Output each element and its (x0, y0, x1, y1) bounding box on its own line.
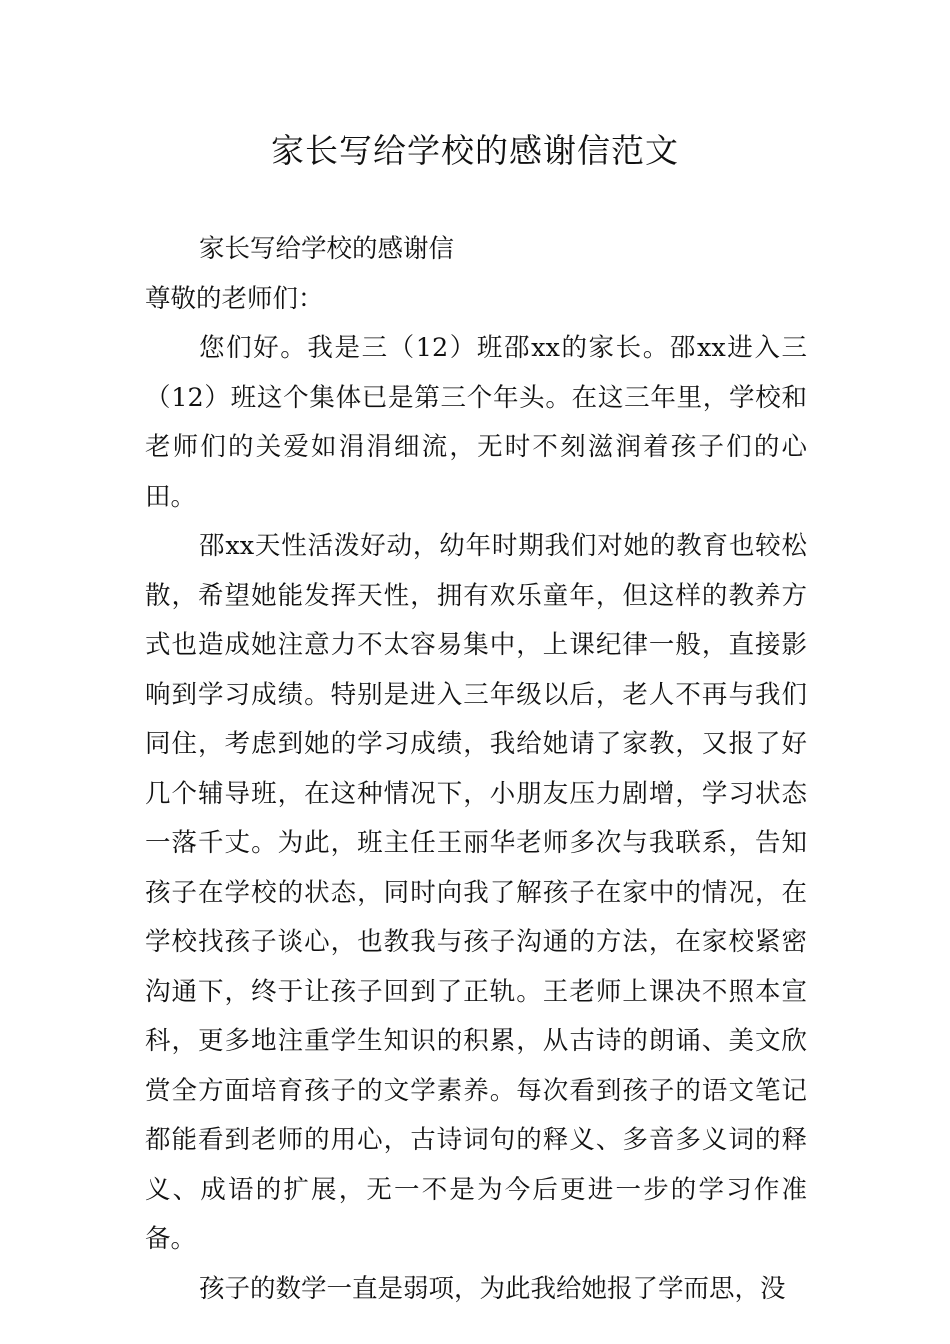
letter-body (145, 225, 807, 1314)
paragraph-3: 孩子的数学一直是弱项，为此我给她报了学而思，没 (199, 1273, 786, 1304)
paragraph-1: 您们好。我是三（12）班邵xx的家长。邵xx进入三（12）班这个集体已是第三个年头。在这三年里，学校和老师们的关爱如涓涓细流，无时不刻滋润着孩子们的心田。 (145, 333, 807, 512)
letter-salutation: 尊敬的老师们： (145, 283, 324, 314)
letter-subtitle: 家长写给学校的感谢信 (199, 234, 455, 264)
paragraph-2: 邵xx天性活泼好动，幼年时期我们对她的教育也较松散，希望她能发挥天性，拥有欢乐童年，但这样的教养方式也造成她注意力不太容易集中，上课纪律一般，直接影响到学习成绩。特别是进入三年级以后，老人不再与我们同住，考虑到她的学习成绩，我给她请了家教，又报了好几个辅导班，在这种情况下，小朋友压力剧增，学习状态一落千丈。为此，班主任王丽华老师多次与我联系，告知孩子在学校的状态，同时向我了解孩子在家中的情况，在学校找孩子谈心，也教我与孩子沟通的方法，在家校紧密沟通下，终于让孩子回到了正轨。王老师上课决不照本宣科，更多地注重学生知识的积累，从古诗的朗诵、美文欣赏全方面培育孩子的文学素养。每次看到孩子的语文笔记都能看到老师的用心，古诗词句的释义、多音多义词的释义、成语的扩展，无一不是为今后更进一步的学习作准备。 (145, 531, 807, 1254)
document-title: 家长写给学校的感谢信范文 (271, 131, 679, 170)
